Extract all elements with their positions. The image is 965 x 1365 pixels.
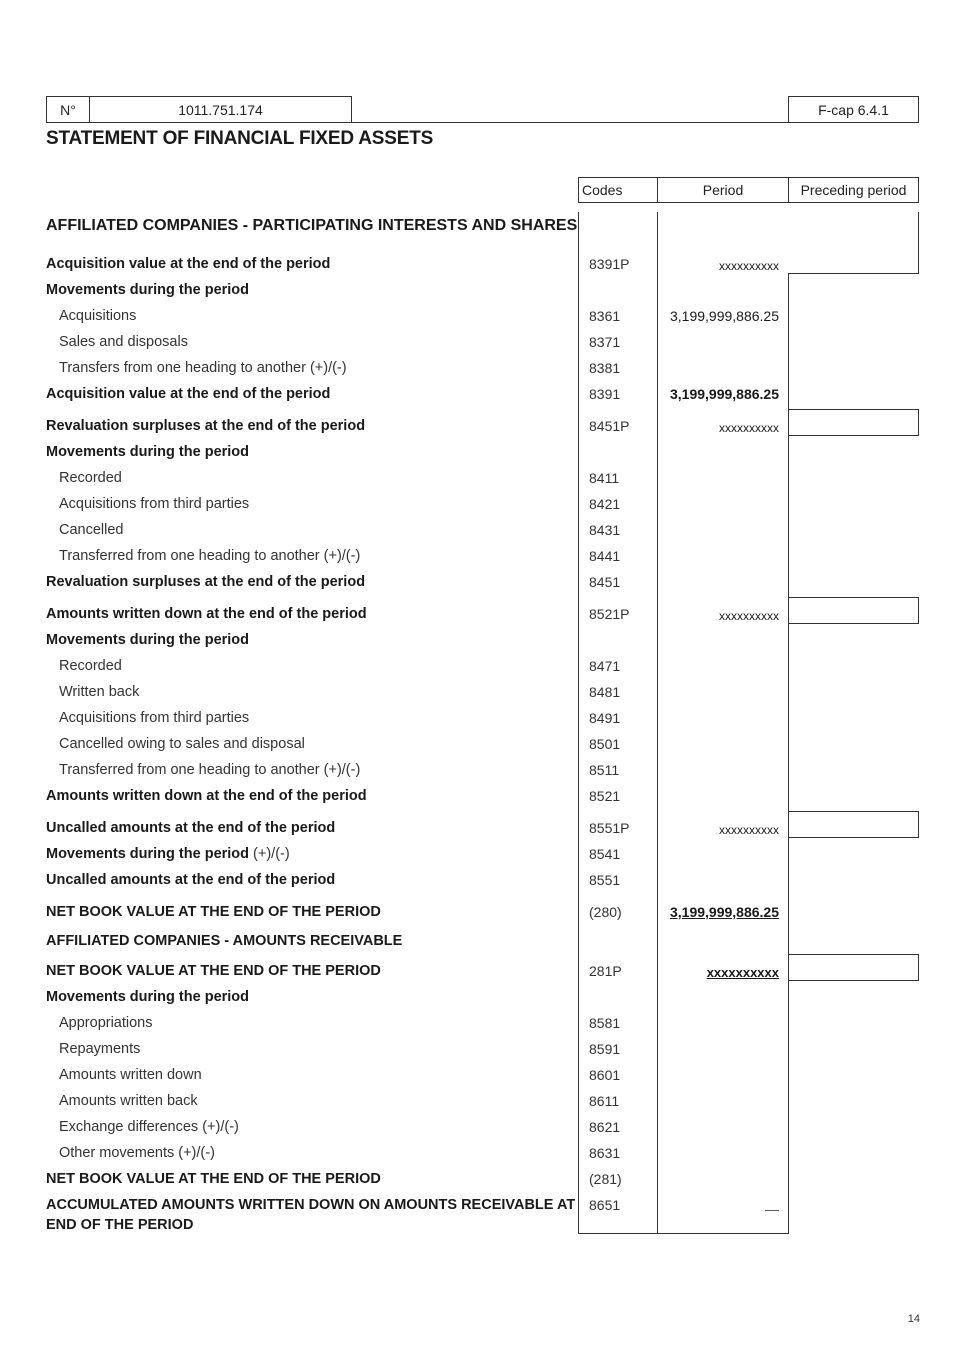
row-code: 8511 xyxy=(589,762,620,778)
row-code: 8601 xyxy=(589,1067,621,1083)
table-row xyxy=(0,654,965,680)
row-label: Cancelled owing to sales and disposal xyxy=(59,736,305,752)
row-label: Acquisitions from third parties xyxy=(59,496,250,512)
row-label: Amounts written down at the end of the period xyxy=(46,788,367,804)
row-label: Amounts written down xyxy=(59,1067,202,1083)
row-label: NET BOOK VALUE AT THE END OF THE PERIOD xyxy=(46,904,381,920)
row-label: Movements during the period xyxy=(46,989,250,1005)
row-label: Amounts written down at the end of the period xyxy=(46,606,367,622)
table-row xyxy=(0,356,965,382)
row-label: Transferred from one heading to another (+)/(-) xyxy=(59,548,361,564)
table-row xyxy=(0,1167,965,1193)
table-row xyxy=(0,1063,965,1089)
row-code: 8631 xyxy=(589,1145,621,1161)
row-code: 8381 xyxy=(589,360,621,376)
number-label-box xyxy=(46,96,90,123)
table-row xyxy=(0,466,965,492)
table-row xyxy=(0,278,965,304)
row-code: 8411 xyxy=(589,470,620,486)
table-row xyxy=(0,382,965,408)
row-period: — xyxy=(765,1201,779,1217)
row-code: 8551 xyxy=(589,872,621,888)
table-row xyxy=(0,1115,965,1141)
row-label: Acquisitions xyxy=(59,308,137,324)
table-row xyxy=(0,868,965,894)
row-code: (281) xyxy=(589,1171,622,1187)
row-code: 281P xyxy=(589,963,622,979)
row-label: Written back xyxy=(59,684,140,700)
row-label: Uncalled amounts at the end of the period xyxy=(46,820,336,836)
form-ref: F-cap 6.4.1 xyxy=(818,102,889,118)
row-label-main: Movements during the period xyxy=(46,846,250,862)
row-label: Acquisition value at the end of the period xyxy=(46,386,331,402)
table-row xyxy=(0,440,965,466)
section1-heading: AFFILIATED COMPANIES - PARTICIPATING INTERESTS AND SHARES xyxy=(46,217,578,234)
codes-header: Codes xyxy=(578,177,658,203)
row-label: Movements during the period xyxy=(46,632,250,648)
row-code: 8451P xyxy=(589,418,630,434)
row-label: Cancelled xyxy=(59,522,124,538)
row-label: Transferred from one heading to another (+)/(-) xyxy=(59,762,361,778)
row-code: 8491 xyxy=(589,710,621,726)
table-row xyxy=(0,784,965,810)
row-label: ACCUMULATED AMOUNTS WRITTEN DOWN ON AMOUNTS RECEIVABLE AT xyxy=(46,1197,576,1213)
row-code: 8651 xyxy=(589,1197,621,1213)
row-code: 8441 xyxy=(589,548,621,564)
row-label: Recorded xyxy=(59,658,122,674)
row-code: 8451 xyxy=(589,574,621,590)
company-number-box xyxy=(89,96,352,123)
row-label: Movements during the period xyxy=(46,444,250,460)
row-label: Uncalled amounts at the end of the period xyxy=(46,872,336,888)
preceding-header: Preceding period xyxy=(788,177,919,203)
table-row xyxy=(0,1037,965,1063)
table-row xyxy=(0,518,965,544)
row-code: 8581 xyxy=(589,1015,621,1031)
table-row xyxy=(0,1011,965,1037)
table-row xyxy=(0,602,965,628)
table-row xyxy=(0,900,965,926)
row-code: 8541 xyxy=(589,846,621,862)
row-period: xxxxxxxxxx xyxy=(719,259,779,273)
row-period: xxxxxxxxxx xyxy=(719,823,779,837)
row-code: 8501 xyxy=(589,736,621,752)
table-row xyxy=(0,732,965,758)
row-code: 8391P xyxy=(589,256,630,272)
table-row xyxy=(0,680,965,706)
row-label xyxy=(46,846,290,862)
row-label: Repayments xyxy=(59,1041,141,1057)
row-label: Appropriations xyxy=(59,1015,153,1031)
number-label: N° xyxy=(60,102,76,118)
row-label: Revaluation surpluses at the end of the period xyxy=(46,418,366,434)
row-label: Amounts written back xyxy=(59,1093,198,1109)
row-label: NET BOOK VALUE AT THE END OF THE PERIOD xyxy=(46,963,381,979)
row-label: Acquisition value at the end of the period xyxy=(46,256,331,272)
row-label: NET BOOK VALUE AT THE END OF THE PERIOD xyxy=(46,1171,381,1187)
row-code: 8431 xyxy=(589,522,621,538)
row-code: 8471 xyxy=(589,658,621,674)
row-label: Movements during the period xyxy=(46,282,250,298)
row-label: Revaluation surpluses at the end of the period xyxy=(46,574,366,590)
page-number: 14 xyxy=(907,1313,920,1325)
header-rule xyxy=(351,122,789,123)
row-code: 8391 xyxy=(589,386,621,402)
row-label: Recorded xyxy=(59,470,122,486)
row-label: Sales and disposals xyxy=(59,334,188,350)
row-code: 8371 xyxy=(589,334,621,350)
form-ref-box xyxy=(788,96,919,123)
table-row xyxy=(0,570,965,596)
row-period: xxxxxxxxxx xyxy=(719,421,779,435)
table-row xyxy=(0,816,965,842)
row-label-suffix: (+)/(-) xyxy=(249,846,290,862)
table-row xyxy=(0,330,965,356)
row-period: xxxxxxxxxx xyxy=(706,965,779,980)
table-row xyxy=(0,842,965,868)
row-code: 8521 xyxy=(589,788,621,804)
row-code: (280) xyxy=(589,904,622,920)
page-title: STATEMENT OF FINANCIAL FIXED ASSETS xyxy=(46,128,434,149)
row-period: 3,199,999,886.25 xyxy=(670,904,779,920)
section2-heading: AFFILIATED COMPANIES - AMOUNTS RECEIVABLE xyxy=(46,933,403,949)
table-row xyxy=(0,959,965,985)
row-code: 8421 xyxy=(589,496,621,512)
table-row xyxy=(0,252,965,278)
row-code: 8611 xyxy=(589,1093,620,1109)
period-header: Period xyxy=(657,177,789,203)
row-period: 3,199,999,886.25 xyxy=(670,386,779,402)
table-row xyxy=(0,758,965,784)
table-row xyxy=(0,706,965,732)
row-label: Other movements (+)/(-) xyxy=(59,1145,215,1161)
table-row xyxy=(0,544,965,570)
row-code: 8361 xyxy=(589,308,621,324)
table-row xyxy=(0,985,965,1011)
row-code: 8621 xyxy=(589,1119,621,1135)
table-row xyxy=(0,628,965,654)
row-code: 8551P xyxy=(589,820,630,836)
row-code: 8591 xyxy=(589,1041,621,1057)
table-row xyxy=(0,492,965,518)
table-row xyxy=(0,304,965,330)
company-number: 1011.751.174 xyxy=(178,102,263,118)
row-period: xxxxxxxxxx xyxy=(719,609,779,623)
table-row xyxy=(0,1089,965,1115)
table-row xyxy=(0,1193,965,1237)
row-period: 3,199,999,886.25 xyxy=(670,308,779,324)
row-code: 8481 xyxy=(589,684,621,700)
row-label-line2: END OF THE PERIOD xyxy=(46,1217,194,1233)
row-code: 8521P xyxy=(589,606,630,622)
row-label: Exchange differences (+)/(-) xyxy=(59,1119,239,1135)
table-row xyxy=(0,1141,965,1167)
table-row xyxy=(0,414,965,440)
row-label: Acquisitions from third parties xyxy=(59,710,250,726)
row-label: Transfers from one heading to another (+)/(-) xyxy=(59,360,347,376)
